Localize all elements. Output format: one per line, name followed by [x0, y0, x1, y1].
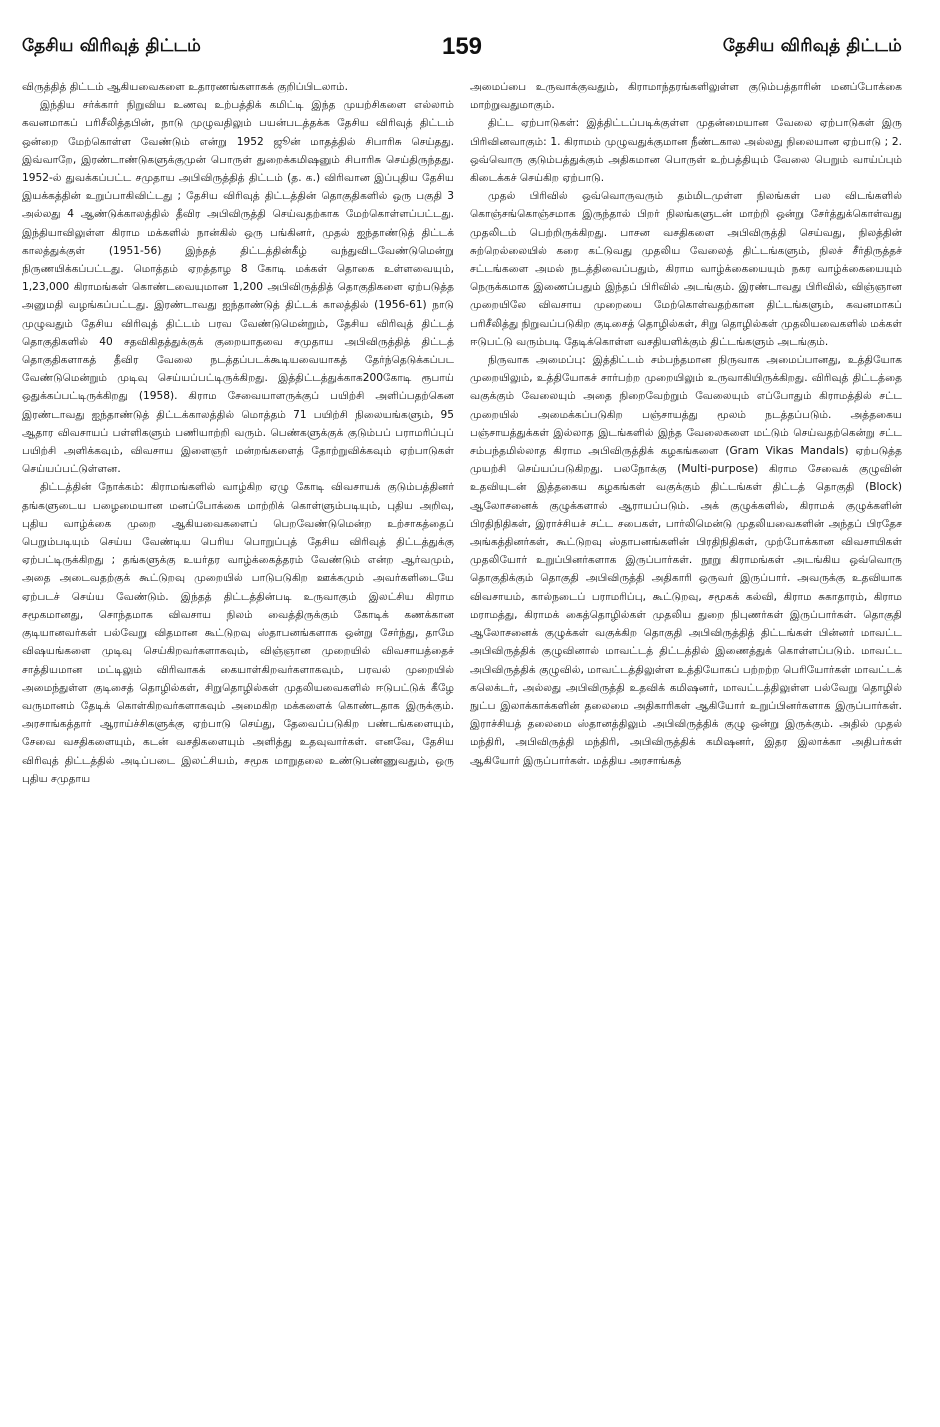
paragraph: திட்டத்தின் நோக்கம்: கிராமங்களில் வாழ்கிற ஏழு கோடி விவசாயக் குடும்பத்தினர் தங்களுடைய பழைமையான மனப்போக்கை மாற்றிக் கொள்ளும்படியும், புதிய அறிவு, புதிய வாழ்க்கை முறை ஆகியவைகளைப் பெறவேண்டுமென்ற உற்சாகத்தைப் பெறும்படியும் செய்ய வேண்டிய பெரிய பொறுப்புத் தேசிய விரிவுத் திட்டத்துக்கு ஏற்பட்டிருக்கிறது ; தங்களுக்கு உயர்தர வாழ்க்கைத்தரம் வேண்டும் என்ற ஆர்வமும், அதை அடைவதற்குக் கூட்டுறவு முறையில் பாடுபடுகிற ஊக்கமும் அவர்களிடையே ஏற்படச் செய்ய வேண்டும். இந்தத் திட்டத்தின்படி உருவாகும் இலட்சிய கிராம சமூகமானது, சொந்தமாக விவசாய நிலம் வைத்திருக்கும் கோடிக் கணக்கான குடியானவர்கள் பல்வேறு விதமான கூட்டுறவு ஸ்தாபனங்களாக ஒன்று சேர்ந்து, தாமே விஷயங்களை முடிவு செய்கிறவர்களாகவும், விஞ்ஞான முறையில் விவசாயத்தைச் சாத்தியமான மட்டிலும் விரிவாகக் கையாள்கிறவர்களாகவும், பரவல் முறையில் அமைந்துள்ள குடிசைத் தொழில்கள், சிறுதொழில்கள் முதலியவைகளில் ஈடுபட்டுக் கீழே வருமானம் தேடிக் கொள்கிறவர்களாகவும் அமைகிற மக்களைக் கொண்டதாக இருக்கும். அரசாங்கத்தார் ஆராய்ச்சிகளுக்கு ஏற்பாடு செய்து, தேவைப்படுகிற பண்டங்களையும், சேவை வசதிகளையும், கடன் வசதிகளையும் அளித்து உதவுவார்கள். எனவே, தேசிய விரிவுத் திட்டத்தில் அடிப்படை இலட்சியம், சமூக மாறுதலை உண்டுபண்ணுவதும், ஒரு புதிய சமுதாய [22, 481, 454, 785]
running-header [22, 30, 902, 64]
paragraph: அமைப்பை உருவாக்குவதும், கிராமாந்தரங்களிலுள்ள குடும்பத்தாரின் மனப்போக்கை மாற்றுவதுமாகும். [470, 81, 902, 112]
right-column [470, 78, 902, 788]
text-columns [22, 78, 902, 788]
paragraph: திட்ட ஏற்பாடுகள்: இத்திட்டப்படிக்குள்ள முதன்மையான வேலை ஏற்பாடுகள் இரு பிரிவினவாகும்: 1. கிராமம் முழுவதுக்குமான நீண்டகால அல்லது நிலையான ஏற்பாடு ; 2. ஒவ்வொரு குடும்பத்துக்கும் அதிகமான பொருள் உற்பத்தியும் வேலை பெறும் வாய்ப்பும் கிடைக்கச் செய்கிற ஏற்பாடு. [470, 117, 902, 185]
page-number: 159 [441, 33, 483, 60]
paragraph: இந்திய சர்க்கார் நிறுவிய உணவு உற்பத்திக் கமிட்டி இந்த முயற்சிகளை எல்லாம் கவனமாகப் பரிசீலித்தபின், நாடு முழுவதிலும் பயன்படத்தக்க தேசிய விரிவுத் திட்டம் ஒன்றை மேற்கொள்ள வேண்டும் என்று 1952 ஜூன் மாதத்தில் சிபாரிசு செய்தது. இவ்வாறே, இரண்டாண்டுகளுக்குமுன் பொருள் துறைக்கமிஷனும் சிபாரிசு செய்திருந்தது. 1952-ல் துவக்கப்பட்ட சமுதாய அபிவிருத்தித் திட்டம் (த. க.) விரிவான இப்புதிய தேசிய இயக்கத்தின் உறுப்பாகிவிட்டது ; தேசிய விரிவுத் திட்டத்தின் தொகுதிகளில் ஒரு பகுதி 3 அல்லது 4 ஆண்டுக்காலத்தில் தீவிர அபிவிருத்தி செய்வதற்காக மேற்கொள்ளப்பட்டது. இந்தியாவிலுள்ள கிராம மக்களில் நான்கில் ஒரு பங்கினர், முதல் ஐந்தாண்டுத் திட்டக் காலத்துக்குள் (1951-56) இந்தத் திட்டத்தின்கீழ் வந்துவிடவேண்டுமென்று நிருணயிக்கப்பட்டது. மொத்தம் ஏறத்தாழ 8 கோடி மக்கள் தொகை உள்ளவையும், 1,23,000 கிராமங்கள் கொண்டவையுமான 1,200 அபிவிருத்தித் தொகுதிகளை ஏற்படுத்த அனுமதி வழங்கப்பட்டது. இரண்டாவது ஐந்தாண்டுத் திட்டக் காலத்தில் (1956-61) நாடு முழுவதும் தேசிய விரிவுத் திட்டம் பரவ வேண்டுமென்றும், தேசிய விரிவுத் திட்டத் தொகுதிகளில் 40 சதவிகிதத்துக்குக் குறையாதவை சமுதாய அபிவிருத்தித் திட்டத் தொகுதிகளாகத் தீவிர வேலை நடத்தப்படக்கூடியவையாகத் தேர்ந்தெடுக்கப்பட வேண்டுமென்றும் முடிவு செய்யப்பட்டிருக்கிறது. இத்திட்டத்துக்காக200கோடி ரூபாய் ஒதுக்கப்பட்டிருக்கிறது (1958). கிராம சேவையாளருக்குப் பயிற்சி அளிப்பதற்கென இரண்டாவது ஐந்தாண்டுத் திட்டக்காலத்தில் மொத்தம் 71 பயிற்சி நிலையங்களும், 95 ஆதார விவசாயப் பள்ளிகளும் பணியாற்றி வரும். பெண்களுக்குக் குடும்பப் பராமரிப்புப் பயிற்சி அளிக்கவும், விவசாய இளைஞர் மன்றங்களைத் தோற்றுவிக்கவும் ஏற்பாடுகள் செய்யப்பட்டுள்ளன. [22, 99, 454, 476]
paragraph: முதல் பிரிவில் ஒவ்வொருவரும் தம்மிடமுள்ள நிலங்கள் பல விடங்களில் கொஞ்சங்கொஞ்சமாக இருந்தால் பிறர் நிலங்களுடன் மாற்றி ஒன்று சேர்த்துக்கொள்வது முதலிடம் பெற்றிருக்கிறது. பாசன வசதிகளை அபிவிருத்தி செய்வது, நிலத்தின் சுற்றெல்லையில் கரை கட்டுவது முதலிய வேலைத் திட்டங்களும், நிலச் சீர்திருத்தச் சட்டங்களை அமல் நடத்திவைப்பதும், கிராம வாழ்க்கையையும் நகர வாழ்க்கையையும் நெருக்கமாக இணைப்பதும் இந்தப் பிரிவில் அடங்கும். இரண்டாவது பிரிவில், விஞ்ஞான முறையிலே விவசாய முறையை மேற்கொள்வதற்கான திட்டங்களும், கவனமாகப் பரிசீலித்து நிறுவப்படுகிற குடிசைத் தொழில்கள், சிறு தொழில்கள் முதலியவைகளில் மக்கள் ஈடுபட்டு வரும்படி தேடிக்கொள்ள வசதியளிக்கும் திட்டங்களும் அடங்கும். [470, 190, 902, 348]
paragraph: விருத்தித் திட்டம் ஆகியவைகளை உதாரணங்களாகக் குறிப்பிடலாம். [22, 81, 348, 93]
paragraph: நிருவாக அமைப்பு: இத்திட்டம் சம்பந்தமான நிருவாக அமைப்பானது, உத்தியோக முறையிலும், உத்தியோகச் சார்பற்ற முறையிலும் உருவாகியிருக்கிறது. விரிவுத் திட்டத்தை வகுக்கும் வேலையும் அதை நிறைவேற்றும் வேலையும் எப்போதும் கிராமத்தில் சட்ட முறையில் அமைக்கப்படுகிற பஞ்சாயத்து மூலம் நடத்தப்படும். அத்தகைய பஞ்சாயத்துக்கள் இல்லாத இடங்களில் இந்த வேலைகளை மட்டும் செய்வதற்கென்று சட்ட சம்பந்தமில்லாத கிராம அபிவிருத்திக் கழகங்களை (Gram Vikas Mandals) ஏற்படுத்த முயற்சி செய்யப்படுகிறது. பலநோக்கு (Multi-purpose) கிராம சேவைக் குழுவின் உதவியுடன் இத்தகைய கழகங்கள் வகுக்கும் திட்டங்கள் திட்டத் தொகுதி (Block) ஆலோசனைக் குழுக்களால் ஆராயப்படும். அக் குழுக்களில், கிராமக் குழுக்களின் பிரதிநிதிகள், இராச்சியச் சட்ட சபைகள், பார்லிமென்டு முதலியவைகளின் அந்தப் பிரதேச அங்கத்தினர்கள், கூட்டுறவு ஸ்தாபனங்களின் பிரதிநிதிகள், முற்போக்கான விவசாயிகள் முதலியோர் உறுப்பினர்களாக இருப்பார்கள். நூறு கிராமங்கள் அடங்கிய ஒவ்வொரு தொகுதிக்கும் தொகுதி அபிவிருத்தி அதிகாரி ஒருவர் இருப்பார். அவருக்கு உதவியாக விவசாயம், கால்நடைப் பராமரிப்பு, கூட்டுறவு, சமூகக் கல்வி, கிராம சுகாதாரம், கிராம மராமத்து, கிராமக் கைத்தொழில்கள் முதலிய துறை நிபுணர்கள் இருப்பார்கள். தொகுதி ஆலோசனைக் குழுக்கள் வகுக்கிற தொகுதி அபிவிருத்தித் திட்டங்கள் பின்னர் மாவட்ட அபிவிருத்திக் குழுவினால் மாவட்டத் திட்டத்தில் இணைத்துக் கொள்ளப்படும். மாவட்ட அபிவிருத்திக் குழுவில், மாவட்டத்திலுள்ள உத்தியோகப் பற்றற்ற பெரியோர்கள் மாவட்டக் கலெக்டர், அல்லது அபிவிருத்தி உதவிக் கமிஷனர், மாவட்டத்திலுள்ள பல்வேறு தொழில் நுட்ப இலாக்காக்களின் தலைமை அதிகாரிகள் ஆகியோர் உறுப்பினர்களாக இருப்பார்கள். இராச்சியத் தலைமை ஸ்தானத்திலும் அபிவிருத்திக் குழு ஒன்று இருக்கும். அதில் முதல் மந்திரி, அபிவிருத்தி மந்திரி, அபிவிருத்திக் கமிஷனர், இதர இலாக்கா அதிபர்கள் ஆகியோர் இருப்பார்கள். மத்திய அரசாங்கத் [470, 354, 902, 767]
header-left-title: தேசிய விரிவுத் திட்டம் [22, 36, 202, 56]
left-column [22, 78, 454, 788]
header-right-title: தேசிய விரிவுத் திட்டம் [722, 36, 902, 56]
